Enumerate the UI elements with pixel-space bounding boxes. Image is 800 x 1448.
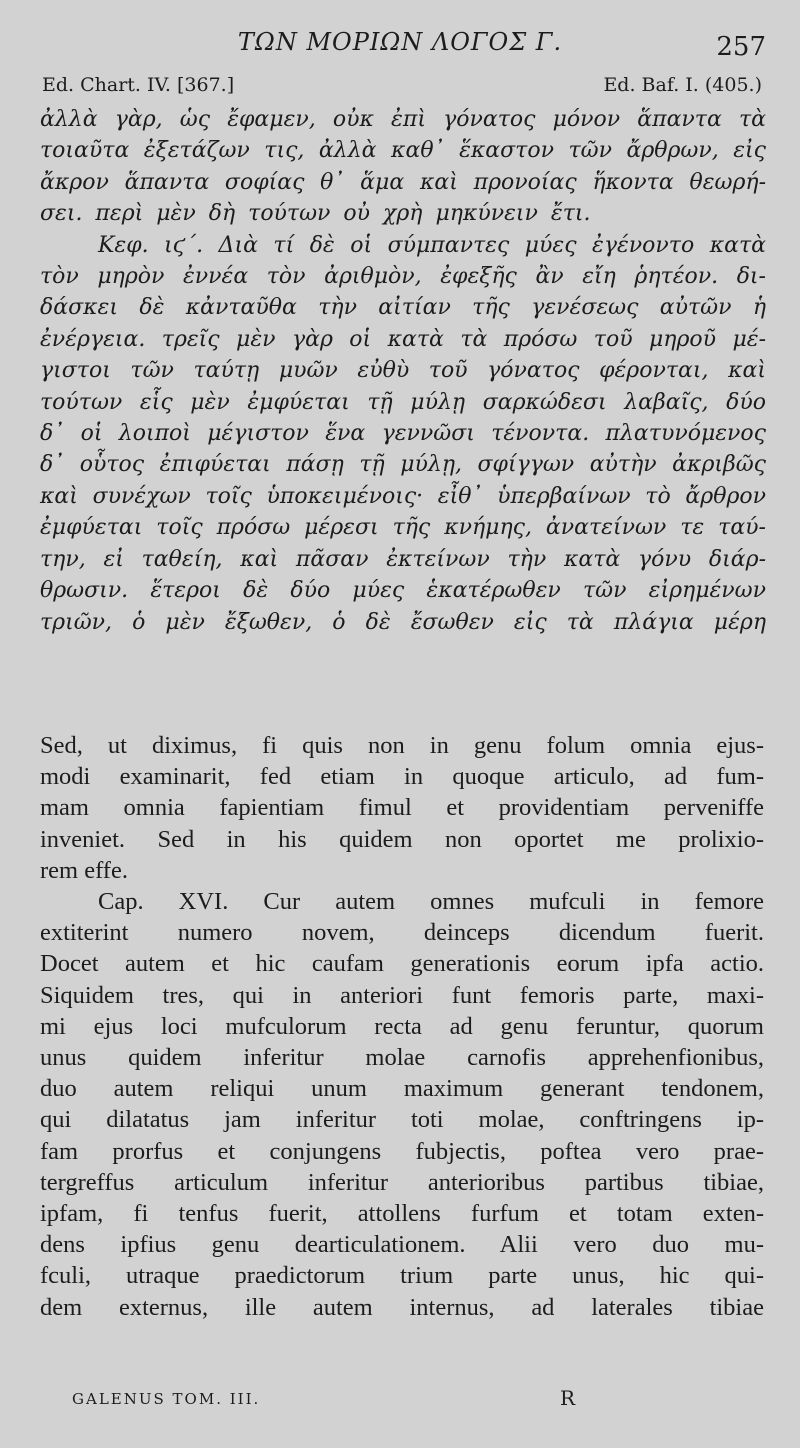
latin-line: Cap. XVI. Cur autem omnes mufculi in femore <box>98 888 764 916</box>
greek-line: τούτων εἷς μὲν ἐμφύεται τῇ μύλῃ σαρκώδεσι λαβαῖς, δύο <box>40 389 766 415</box>
latin-line: qui dilatatus jam inferitur toti molae, conftringens ip- <box>40 1106 764 1134</box>
greek-text <box>40 104 766 638</box>
greek-line: την, εἰ ταθείη, καὶ πᾶσαν ἐκτείνων τὴν κατὰ γόνυ διάρ- <box>40 546 766 572</box>
latin-line: mi ejus loci mufculorum recta ad genu feruntur, quorum <box>40 1012 764 1040</box>
greek-line: Κεφ. ιϛ΄. Διὰ τί δὲ οἱ σύμπαντες μύες ἐγένοντο κατὰ <box>98 232 766 258</box>
latin-line: fam prorfus et conjungens fubjectis, poftea vero prae- <box>40 1137 764 1165</box>
latin-line: dens ipfius genu dearticulationem. Alii vero duo mu- <box>40 1231 764 1259</box>
greek-line: τοιαῦτα ἐξετάζων τις, ἀλλὰ καθ᾿ ἕκαστον τῶν ἄρθρων, εἰς <box>40 138 766 164</box>
latin-line: tergreffus articulum inferitur anterioribus partibus tibiae, <box>40 1168 764 1196</box>
edition-reference-line <box>42 74 762 96</box>
signature-mark: R <box>560 1386 576 1410</box>
greek-line: δ᾿ οἱ λοιποὶ μέγιστον ἕνα γεννῶσι τένοντα. πλατυνόμενος <box>40 421 766 447</box>
greek-line: ἄκρον ἅπαντα σοφίας θ᾿ ἅμα καὶ προνοίας ἥκοντα θεωρή- <box>40 169 766 195</box>
greek-line: θρωσιν. ἕτεροι δὲ δύο μύες ἑκατέρωθεν τῶν εἰρημένων <box>40 578 766 604</box>
latin-line: Sed, ut diximus, fi quis non in genu folum omnia ejus- <box>40 732 764 759</box>
latin-line: duo autem reliqui unum maximum generant tendonem, <box>40 1075 764 1103</box>
greek-line: ἐμφύεται τοῖς πρόσω μέρεσι τῆς κνήμης, ἀνατείνων τε ταύ- <box>40 515 766 541</box>
latin-line: extiterint numero novem, deinceps dicendum fuerit. <box>40 919 764 947</box>
signature-line: GALENUS TOM. III. <box>72 1390 261 1408</box>
page-number: 257 <box>716 32 766 62</box>
edition-left: Ed. Chart. IV. [367.] <box>42 74 235 96</box>
edition-right: Ed. Baf. I. (405.) <box>603 74 762 96</box>
greek-line: τὸν μηρὸν ἐννέα τὸν ἀριθμὸν, ἐφεξῆς ἂν εἴη ῥητέον. δι- <box>40 264 766 290</box>
latin-line: unus quidem inferitur molae carnofis apprehenfionibus, <box>40 1044 764 1072</box>
latin-line: inveniet. Sed in his quidem non oportet me prolixio- <box>40 825 764 853</box>
latin-line: fculi, utraque praedictorum trium parte unus, hic qui- <box>40 1262 764 1290</box>
latin-line: mam omnia fapientiam fimul et providentiam perveniffe <box>40 794 764 822</box>
greek-line: δ᾿ οὗτος ἐπιφύεται πάσῃ τῇ μύλῃ, σφίγγων αὐτὴν ἀκριβῶς <box>40 452 766 478</box>
greek-line: γιστοι τῶν ταύτῃ μυῶν εὐθὺ τοῦ γόνατος φέρονται, καὶ <box>40 358 766 384</box>
latin-text <box>40 730 764 1323</box>
greek-line: τριῶν, ὁ μὲν ἔξωθεν, ὁ δὲ ἔσωθεν εἰς τὰ πλάγια μέρη <box>40 609 766 635</box>
running-head: ΤΩΝ ΜΟΡΙΩΝ ΛΟΓΟΣ Γ. <box>237 28 563 56</box>
greek-line: καὶ συνέχων τοῖς ὑποκειμένοις· εἶθ᾿ ὑπερβαίνων τὸ ἄρθρον <box>40 483 766 509</box>
latin-line: Siquidem tres, qui in anteriori funt femoris parte, maxi- <box>40 981 764 1009</box>
greek-line: δάσκει δὲ κἀνταῦθα τὴν αἰτίαν τῆς γενέσεως αὐτῶν ἡ <box>40 295 766 321</box>
latin-line: rem effe. <box>40 856 128 884</box>
latin-line: Docet autem et hic caufam generationis eorum ipfa actio. <box>40 950 764 978</box>
latin-line: ipfam, fi tenfus fuerit, attollens furfum et totam exten- <box>40 1200 764 1228</box>
latin-line: dem externus, ille autem internus, ad laterales tibiae <box>40 1293 764 1321</box>
greek-line: ἀλλὰ γὰρ, ὡς ἔφαμεν, οὐκ ἐπὶ γόνατος μόνον ἅπαντα τὰ <box>40 107 766 132</box>
greek-line: σει. περὶ μὲν δὴ τούτων οὐ χρὴ μηκύνειν ἔτι. <box>40 201 591 227</box>
latin-line: modi examinarit, fed etiam in quoque articulo, ad fum- <box>40 763 764 791</box>
greek-line: ἐνέργεια. τρεῖς μὲν γὰρ οἱ κατὰ τὰ πρόσω τοῦ μηροῦ μέ- <box>40 326 766 352</box>
